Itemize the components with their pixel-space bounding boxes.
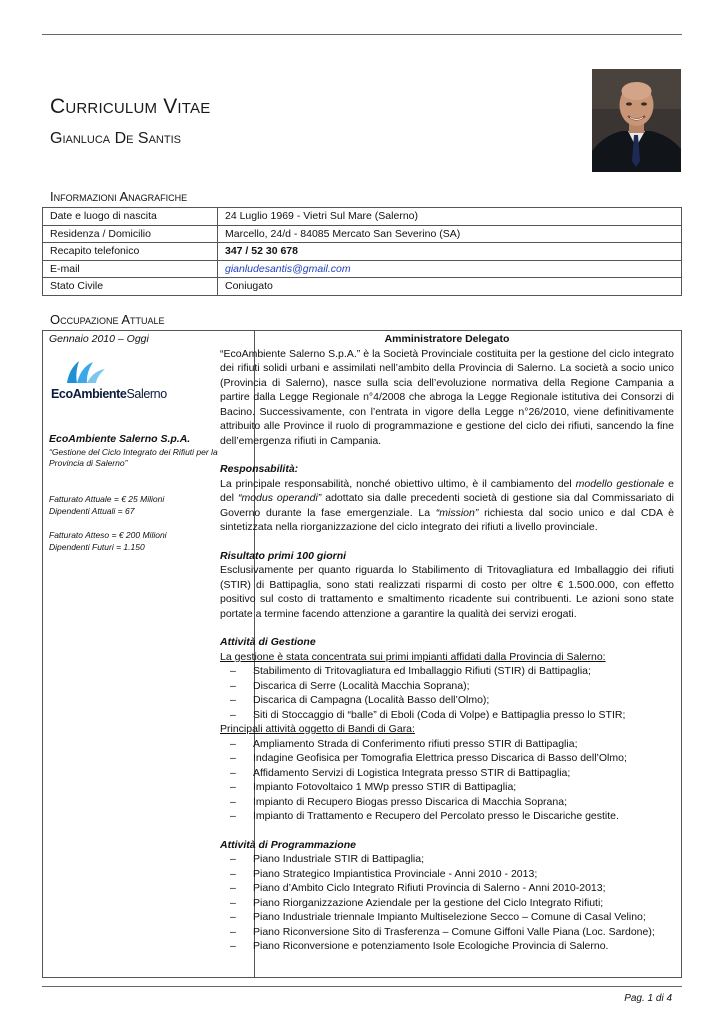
occupation-details xyxy=(220,332,674,954)
section-heading-anagrafica: Informazioni Anagrafiche xyxy=(50,189,188,204)
list-item: – Piano Industriale triennale Impianto Multiselezione Secco – Comune di Casal Velino; xyxy=(220,910,674,925)
row-value: Coniugato xyxy=(218,278,682,296)
list-item: – Ampliamento Strada di Conferimento rifiuti presso STIR di Battipaglia; xyxy=(220,737,674,752)
table-row xyxy=(43,243,682,261)
personal-info-table xyxy=(42,207,682,296)
logo-text-light: Salerno xyxy=(126,386,167,401)
wave-logo-icon xyxy=(63,359,107,385)
stat-line: Dipendenti Attuali = 67 xyxy=(49,506,135,516)
list-item: – Impianto Fotovoltaico 1 MWp presso STIR di Battipaglia; xyxy=(220,780,674,795)
company-logo xyxy=(49,359,179,417)
company-intro: “EcoAmbiente Salerno S.p.A.” è la Società Provinciale costituita per la gestione del ciclo integrato dei rifiuti solidi urbani e assimilati nell’ambito della Provincia di Salerno. La società a socio unico (Provincia di Salerno), nasce sulla scia dell’evoluzione normativa della Regione Campania a partire dalla Legge Regionale n°4/2008 che abroga la Legge Regionale istitutiva dei Consorzi di Bacino. Successivamente, con l’entrata in vigore della Legge n°26/2010, viene definitivamente attribuito alle Province il ruolo di programmazione e gestione del ciclo dei rifiuti, sancendo la fine dell’emergenza rifiuti in Campania. xyxy=(220,347,674,447)
list-item: – Piano Riconversione Sito di Trasferenza – Comune Giffoni Valle Piana (Loc. Sardone); xyxy=(220,925,674,940)
profile-photo xyxy=(592,69,681,172)
company-name: EcoAmbiente Salerno S.p.A. xyxy=(49,432,191,445)
management-heading: Attività di Gestione xyxy=(220,636,316,648)
email-link[interactable]: gianludesantis@gmail.com xyxy=(218,260,682,278)
phone-value: 347 / 52 30 678 xyxy=(218,243,682,261)
stat-line: Fatturato Atteso = € 200 Milioni xyxy=(49,530,167,540)
results-text: Esclusivamente per quanto riguarda lo Stabilimento di Tritovagliatura ed Imballaggio dei rifiuti (STIR) di Battipaglia, sono stati realizzati risparmi di costo per oltre € 1.500.000, con effetto positivo sul costo di trattamento e smaltimento ricadente sui contribuenti. Le azioni sono state portate a termine facendo attenzione a garantire la qualità dei servizi erogati. xyxy=(220,564,674,620)
row-label: E-mail xyxy=(43,260,218,278)
list-item: – Discarica di Serre (Località Macchia Soprana); xyxy=(220,679,674,694)
stat-line: Fatturato Attuale = € 25 Milioni xyxy=(49,494,165,504)
table-row xyxy=(43,208,682,226)
page-number: Pag. 1 di 4 xyxy=(624,993,672,1004)
table-row xyxy=(43,225,682,243)
row-label: Residenza / Domicilio xyxy=(43,225,218,243)
person-name: Gianluca De Santis xyxy=(50,130,181,147)
planning-heading: Attività di Programmazione xyxy=(220,838,356,851)
company-description: “Gestione del Ciclo Integrato dei Rifiuti per la Provincia di Salerno” xyxy=(49,447,218,468)
section-heading-occupazione: Occupazione Attuale xyxy=(50,312,165,327)
logo-text-bold: EcoAmbiente xyxy=(51,386,127,401)
list-item: – Impianto di Trattamento e Recupero del Percolato presso le Discariche gestite. xyxy=(220,809,674,824)
row-label: Date e luogo di nascita xyxy=(43,208,218,226)
list-item: – Discarica di Campagna (Località Basso dell’Olmo); xyxy=(220,693,674,708)
table-row xyxy=(43,260,682,278)
row-label: Stato Civile xyxy=(43,278,218,296)
occupation-summary xyxy=(49,332,247,553)
list-item: – Indagine Geofisica per Tomografia Elettrica presso Discarica di Basso dell’Olmo; xyxy=(220,751,674,766)
list-item: – Stabilimento di Tritovagliatura ed Imballaggio Rifiuti (STIR) di Battipaglia; xyxy=(220,664,674,679)
row-value: 24 Luglio 1969 - Vietri Sul Mare (Salerno) xyxy=(218,208,682,226)
row-value: Marcello, 24/d - 84085 Mercato San Severino (SA) xyxy=(218,225,682,243)
list-item: – Piano Industriale STIR di Battipaglia; xyxy=(220,852,674,867)
list-item: – Piano Riorganizzazione Aziendale per la gestione del Ciclo Integrato Rifiuti; xyxy=(220,896,674,911)
profile-photo-image xyxy=(592,69,681,172)
responsibility-heading: Responsabilità: xyxy=(220,463,299,475)
list-item: – Piano Riconversione e potenziamento Isole Ecologiche Provincia di Salerno. xyxy=(220,939,674,954)
bottom-rule xyxy=(42,986,682,987)
table-row xyxy=(43,278,682,296)
document-title: Curriculum Vitae xyxy=(50,95,211,118)
logo-text xyxy=(51,387,167,402)
job-role: Amministratore Delegato xyxy=(384,333,510,345)
results-heading: Risultato primi 100 giorni xyxy=(220,549,347,562)
employment-period: Gennaio 2010 – Oggi xyxy=(49,333,149,345)
stat-line: Dipendenti Futuri = 1.150 xyxy=(49,542,145,552)
list-item: – Piano Strategico Impiantistica Provinciale - Anni 2010 - 2013; xyxy=(220,867,674,882)
list-item: – Siti di Stoccaggio di “balle” di Eboli (Coda di Volpe) e Battipaglia presso lo STIR; xyxy=(220,708,674,723)
list-item: – Impianto di Recupero Biogas presso Discarica di Macchia Soprana; xyxy=(220,795,674,810)
top-rule xyxy=(42,34,682,35)
occupation-box xyxy=(42,330,682,978)
row-label: Recapito telefonico xyxy=(43,243,218,261)
responsibility-text: La principale responsabilità, nonché obiettivo ultimo, è il cambiamento del modello gestionale e del “modus operandi” adottato sia dalle precedenti società di gestione sia dal Commissariato di Governo durante la fase emergenziale. La “mission” richiesta dal socio unico e dal CDA è sintetizzata nella riorganizzazione del ciclo integrato dei rifiuti a livello provinciale. xyxy=(220,477,675,533)
list-item: – Piano d’Ambito Ciclo Integrato Rifiuti Provincia di Salerno - Anni 2010-2013; xyxy=(220,881,674,896)
tenders-subheading: Principali attività oggetto di Bandi di Gara: xyxy=(220,723,415,735)
management-subheading: La gestione è stata concentrata sui primi impianti affidati dalla Provincia di Salerno: xyxy=(220,650,606,663)
list-item: – Affidamento Servizi di Logistica Integrata presso STIR di Battipaglia; xyxy=(220,766,674,781)
